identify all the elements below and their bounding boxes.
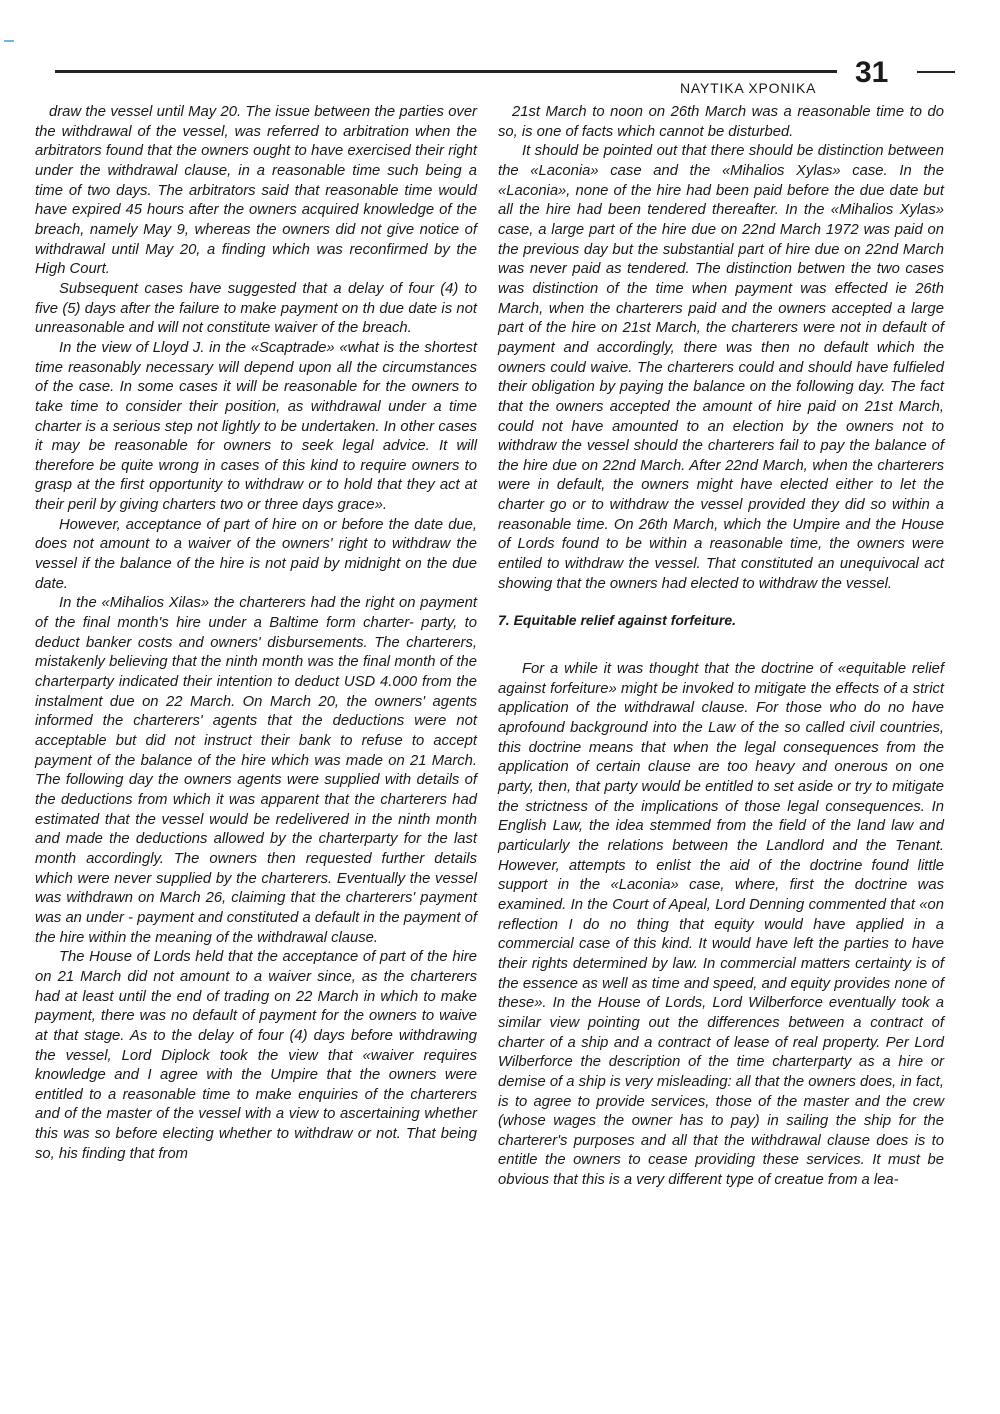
paragraph: Subsequent cases have suggested that a delay of four (4) to five (5) days after the failure to make payment on th due date is not unreasonable and will not constitute waiver of the breach. xyxy=(35,280,477,337)
journal-title: ΝΑΥΤΙΚΑ ΧΡΟΝΙΚΑ xyxy=(680,80,817,96)
paragraph: However, acceptance of part of hire on or before the date due, does not amount to a waiver of the owners' right to withdraw the vessel if the balance of the hire is not paid by midnight on the due date. xyxy=(35,516,477,592)
paragraph: 21st March to noon on 26th March was a reasonable time to do so, is one of facts which cannot be disturbed. xyxy=(498,104,944,140)
paragraph: The House of Lords held that the acceptance of part of the hire on 21 March did not amount to a waiver since, as the charterers had at least until the end of trading on 22 March in which to make payment, there was no default of payment for the owners to waive at that stage. As to the delay of four (4) days before withdrawing the vessel, Lord Diplock took the view that «waiver requires knowledge and I agree with the Umpire that the owners were entitled to a reasonable time to make enquiries of the charterers and of the master of the vessel with a view to ascertaining whether this was so before electing whether to withdraw or not. That being so, his finding that from xyxy=(35,949,477,1162)
paragraph: draw the vessel until May 20. The issue between the parties over the withdrawal of the vessel, was referred to arbitration when the arbitrators found that the owners ought to have exercised their right under the withdrawal clause, in a reasonable time such being a time of two days. The arbitrators said that reasonable time would have expired 45 hours after the owners acquired knowledge of the breach, namely May 9, whereas the owners did not give notice of withdrawal until May 20, a finding which was reconfirmed by the High Court. xyxy=(35,104,477,278)
right-column xyxy=(498,103,944,1191)
paragraph: It should be pointed out that there should be distinction between the «Laconia» case and the «Mihalios Xylas» case. In the «Laconia», none of the hire had been paid before the due date but all the hire had been tendered thereafter. In the «Mihalios Xylas» case, a large part of the hire due on 22nd March 1972 was paid on the previous day but the substantial part of hire due on 22nd March was never paid as tendered. The distinction betwen the two cases was distinction of the time when payment was effected ie 26th March, when the charterers paid and the owners accepted a large part of the hire on 21st March, the charterers were not in default of payment and accordingly, there was then no default which the owners could waive. The charterers could and should have fulfieled their obligation by paying the balance on the following day. The fact that the owners accepted the amount of hire paid on 21st March, could not have amounted to an election by the owners not to withdraw the vessel should the charterers fail to pay the balance of the hire due on 22nd March. After 22nd March, when the charterers were in default, the owners might have elected either to let the charter go or to withdraw the vessel provided they did so within a reasonable time. On 26th March, which the Umpire and the House of Lords found to be within a reasonable time, the owners were entiled to withdraw the vessel. That constituted an unequivocal act showing that the owners had elected to withdraw the vessel. xyxy=(498,143,944,592)
header-rule xyxy=(55,70,837,73)
paragraph: In the view of Lloyd J. in the «Scaptrade» «what is the shortest time reasonably necessary will depend upon all the circumstances of the case. In some cases it will be reasonable for the owners to take time to consider their position, as withdrawal under a time charter is a serious step not lightly to be undertaken. In other cases it may be reasonable for owners to seek legal advice. It will therefore be quite wrong in cases of this kind to require owners to grasp at the first opportunity to withdraw or to hold that they act at their peril by giving charters two or three days grace». xyxy=(35,339,477,514)
header-rule-tail xyxy=(917,71,955,73)
page-number: 31 xyxy=(855,56,889,89)
left-column xyxy=(35,103,477,1164)
section-heading: 7. Equitable relief against forfeiture. xyxy=(498,612,737,629)
margin-mark xyxy=(4,40,14,42)
paragraph: For a while it was thought that the doctrine of «equitable relief against forfeiture» might be invoked to mitigate the effects of a strict application of the withdrawal clause. For those who do no have aprofound background into the Law of the so called civil countries, this doctrine means that when the legal consequences from the application of certain clause are too heavy and onerous on one party, then, that party would be entitled to set aside or try to mitigate the strictness of the implications of those legal consequences. In English Law, the idea stemmed from the field of the land law and particularly the relations between the Landlord and the Tenant. However, attempts to enlist the aid of the doctrine found little support in the «Laconia» case, where, first the doctrine was examined. In the Court of Apeal, Lord Denning commented that «on reflection I do no thing that equity would have applied in a commercial case of this kind. It would have left the parties to have their rights determined by law. In commercial matters certainty is of the essence as well as time and speed, and equity provides none of these». In the House of Lords, Lord Wilberforce eventually took a similar view pointing out the differences between a contract of charter of a ship and a contract of lease of real property. Per Lord Wilberforce the description of the time charterparty as a hire or demise of a ship is very misleading: all that the owners does, in fact, is to agree to provide services, those of the master and the crew (whose wages the owner has to pay) in sailing the ship for the charterer's purposes and all that the withdrawal clause does is to entitle the owners to cease providing these services. It must be obvious that this is a very different type of creatue from a lea- xyxy=(498,661,944,1189)
paragraph: In the «Mihalios Xilas» the charterers had the right on payment of the final month's hire under a Baltime form charter- party, to deduct banker costs and owners' disbursements. The charterers, mistakenly believing that the ninth month was the final month of the charterparty indicated their intention to deduct USD 4.000 from the instalment due on 22 March. On March 20, the owners' agents informed the charterers' agents that the deductions were not acceptable but did not instruct their bank to refuse to accept payment of the balance of the hire which was made on 21 March. The following day the owners agents were supplied with details of the deductions from which it was apparent that the charterers had estimated that the vessel would be redelivered in the ninth month and made the deductions allowed by the charterparty for the last month accordingly. The owners then requested further details which were never supplied by the charterers. Eventually the vessel was withdrawn on March 26, claiming that the charterers' payment was an under - payment and constituted a default in the payment of the hire within the meaning of the withdrawal clause. xyxy=(35,595,477,946)
